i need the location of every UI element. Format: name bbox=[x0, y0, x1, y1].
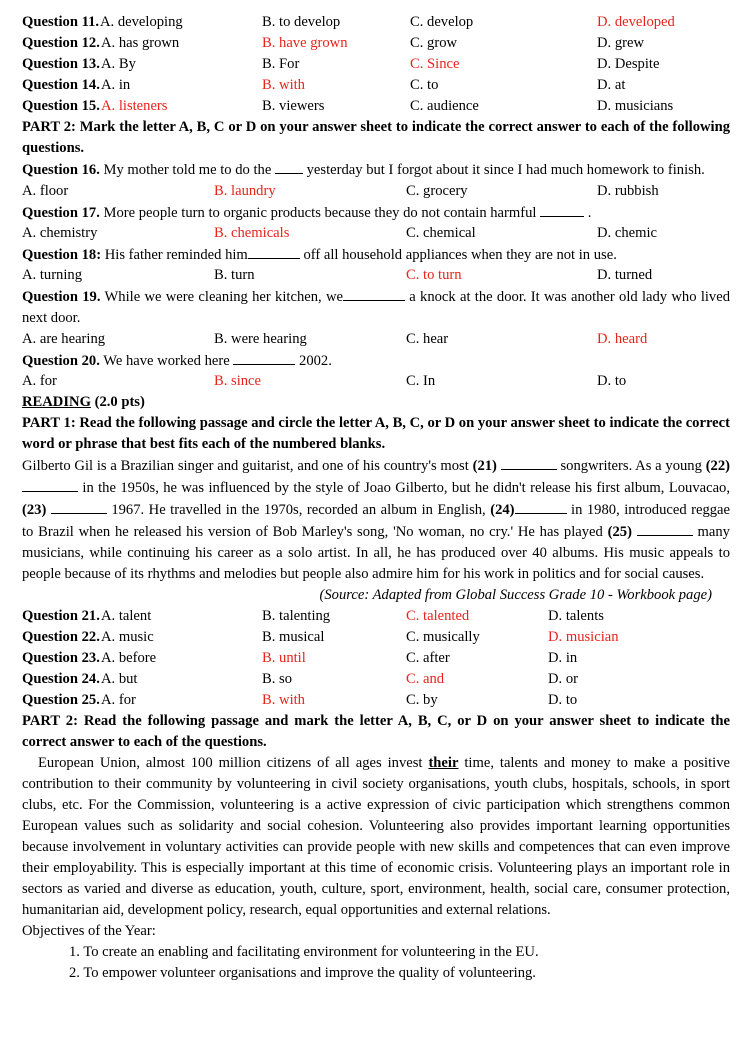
part2-heading: PART 2: Mark the letter A, B, C or D on your answer sheet to indicate the correct answer to each of the following questions. bbox=[22, 119, 730, 156]
question-label: Question 24. bbox=[22, 671, 100, 687]
question-row bbox=[22, 606, 730, 627]
passage-gilberto-gil bbox=[22, 455, 730, 585]
question-label: Question 15. bbox=[22, 98, 100, 114]
option-b: B. with bbox=[262, 77, 305, 93]
question-stem: We have worked here bbox=[103, 353, 230, 369]
objective-item: 2. To empower volunteer organisations and improve the quality of volunteering. bbox=[69, 965, 536, 981]
option-d: D. at bbox=[597, 77, 626, 93]
options-20 bbox=[22, 371, 730, 392]
option-d: D. heard bbox=[597, 331, 648, 347]
blank-number-21: (21) bbox=[472, 458, 497, 474]
question-label: Question 23. bbox=[22, 650, 100, 666]
option-b: B. until bbox=[262, 650, 306, 666]
question-row bbox=[22, 33, 730, 54]
source-citation: (Source: Adapted from Global Success Grade 10 - Workbook page) bbox=[319, 587, 712, 603]
underlined-word: their bbox=[428, 755, 459, 771]
question-row bbox=[22, 648, 730, 669]
option-a: A. listeners bbox=[101, 98, 168, 114]
answer-blank bbox=[22, 477, 78, 492]
option-d: D. turned bbox=[597, 267, 653, 283]
option-a: A. has grown bbox=[101, 35, 180, 51]
question-label: Question 14. bbox=[22, 77, 100, 93]
reading-title: READING bbox=[22, 394, 91, 410]
option-b: B. with bbox=[262, 692, 305, 708]
option-c: C. and bbox=[406, 671, 445, 687]
option-d: D. talents bbox=[548, 608, 604, 624]
answer-blank bbox=[275, 159, 303, 174]
option-d: D. in bbox=[548, 650, 578, 666]
option-b: B. have grown bbox=[262, 35, 348, 51]
reading-points: (2.0 pts) bbox=[94, 394, 145, 410]
question-stem: While we were cleaning her kitchen, we bbox=[104, 289, 343, 305]
option-b: B. turn bbox=[214, 267, 255, 283]
option-c: C. musically bbox=[406, 629, 480, 645]
passage-text: 1967. He travelled in the 1970s, recorded an album in English, bbox=[111, 502, 486, 518]
option-d: D. musicians bbox=[597, 98, 674, 114]
option-b: B. talenting bbox=[262, 608, 331, 624]
question-label: Question 11. bbox=[22, 14, 100, 30]
question-group-21-25 bbox=[22, 606, 730, 711]
question-label: Question 25. bbox=[22, 692, 100, 708]
question-label: Question 18: bbox=[22, 247, 102, 263]
options-18 bbox=[22, 265, 730, 286]
option-d: D. Despite bbox=[597, 56, 660, 72]
question-group-11-15 bbox=[22, 12, 730, 117]
blank-number-23: (23) bbox=[22, 502, 47, 518]
option-a: A. for bbox=[101, 692, 136, 708]
answer-blank bbox=[343, 286, 405, 301]
option-a: A. floor bbox=[22, 183, 69, 199]
option-b: B. since bbox=[214, 373, 262, 389]
option-c: C. to bbox=[410, 77, 439, 93]
passage-text: Gilberto Gil is a Brazilian singer and guitarist, and one of his country's most bbox=[22, 458, 469, 474]
options-17 bbox=[22, 223, 730, 244]
blank-number-24: (24) bbox=[490, 502, 515, 518]
option-c: C. talented bbox=[406, 608, 470, 624]
passage-text: in the 1950s, he was influenced by the style of Joao Gilberto, but he didn't release his first album, Louvacao, bbox=[82, 480, 730, 496]
option-b: B. were hearing bbox=[214, 331, 307, 347]
option-c: C. after bbox=[406, 650, 450, 666]
question-19 bbox=[22, 286, 730, 329]
question-label: Question 12. bbox=[22, 35, 100, 51]
answer-blank bbox=[637, 521, 693, 536]
question-16 bbox=[22, 159, 730, 181]
reading-part2-heading: PART 2: Read the following passage and mark the letter A, B, C, or D on your answer sheet to indicate the correct answer to each of the questions. bbox=[22, 713, 730, 750]
question-label: Question 22. bbox=[22, 629, 100, 645]
question-stem: More people turn to organic products because they do not contain harmful bbox=[103, 205, 537, 221]
option-a: A. By bbox=[101, 56, 136, 72]
question-row bbox=[22, 627, 730, 648]
option-a: A. turning bbox=[22, 267, 82, 283]
option-c: C. develop bbox=[410, 14, 474, 30]
question-stem: a knock at the door. It was another old lady who lived next door. bbox=[22, 289, 730, 326]
passage-volunteering bbox=[22, 753, 730, 921]
option-c: C. grocery bbox=[406, 183, 468, 199]
blank-number-25: (25) bbox=[607, 524, 632, 540]
question-row bbox=[22, 690, 730, 711]
question-stem: yesterday but I forgot about it since I had much homework to finish. bbox=[306, 162, 705, 178]
worksheet-page bbox=[22, 12, 730, 984]
passage-text: time, talents and money to make a positive contribution to their community by volunteering in civil society organisations, youth clubs, hospitals, schools, in sport clubs, etc. For the Commission, volunteering is a active expression of civic participation which strengthens common European values such as solidarity and social cohesion. Volunteering also provides important learning opportunities because involvement in voluntary activities can provide people with new skills and competences that can even improve their employability. This is especially important at this time of economic crisis. Volunteering plays an important role in sectors as varied and diverse as education, youth, culture, sport, environment, health, social care, consumer protection, humanitarian aid, development policy, research, equal opportunities and external relations. bbox=[22, 755, 730, 918]
question-stem: off all household appliances when they are not in use. bbox=[303, 247, 617, 263]
question-label: Question 19. bbox=[22, 289, 101, 305]
question-label: Question 16. bbox=[22, 162, 100, 178]
option-a: A. are hearing bbox=[22, 331, 106, 347]
option-b: B. so bbox=[262, 671, 293, 687]
question-row bbox=[22, 12, 730, 33]
question-stem: 2002. bbox=[299, 353, 332, 369]
answer-blank bbox=[51, 499, 107, 514]
options-16 bbox=[22, 181, 730, 202]
option-d: D. or bbox=[548, 671, 578, 687]
option-a: A. chemistry bbox=[22, 225, 98, 241]
option-d: D. to bbox=[597, 373, 627, 389]
option-c: C. hear bbox=[406, 331, 449, 347]
answer-blank bbox=[233, 350, 295, 365]
option-d: D. musician bbox=[548, 629, 619, 645]
question-label: Question 21. bbox=[22, 608, 100, 624]
option-d: D. grew bbox=[597, 35, 645, 51]
option-d: D. rubbish bbox=[597, 183, 659, 199]
answer-blank bbox=[540, 202, 584, 217]
option-a: A. before bbox=[101, 650, 157, 666]
option-b: B. For bbox=[262, 56, 300, 72]
question-label: Question 17. bbox=[22, 205, 100, 221]
option-d: D. chemic bbox=[597, 225, 657, 241]
answer-blank bbox=[515, 499, 567, 514]
option-b: B. viewers bbox=[262, 98, 325, 114]
objective-item: 1. To create an enabling and facilitating environment for volunteering in the EU. bbox=[69, 944, 539, 960]
option-c: C. In bbox=[406, 373, 436, 389]
option-d: D. to bbox=[548, 692, 578, 708]
passage-text: European Union, almost 100 million citizens of all ages invest bbox=[38, 755, 423, 771]
passage-text: in 1980, introduced reggae to Brazil when he released his version of Bob Marley's song, 'No woman, no cry.' He has played bbox=[22, 502, 730, 540]
passage-text: songwriters. As a young bbox=[560, 458, 702, 474]
question-stem: His father reminded him bbox=[104, 247, 248, 263]
option-a: A. music bbox=[101, 629, 154, 645]
question-20 bbox=[22, 350, 730, 371]
option-b: B. musical bbox=[262, 629, 325, 645]
option-b: B. to develop bbox=[262, 14, 341, 30]
blank-number-22: (22) bbox=[705, 458, 731, 474]
question-row bbox=[22, 669, 730, 690]
question-stem: My mother told me to do the bbox=[103, 162, 272, 178]
option-c: C. audience bbox=[410, 98, 479, 114]
option-a: A. talent bbox=[101, 608, 152, 624]
question-label: Question 13. bbox=[22, 56, 100, 72]
option-a: A. developing bbox=[100, 14, 183, 30]
passage-text: many musicians, while continuing his career as a solo artist. In all, he has produced over 40 albums. His music appeals to people because of its rhythms and melodies but people also admire him for his work in politics and for social causes. bbox=[22, 524, 730, 582]
option-a: A. in bbox=[101, 77, 131, 93]
option-b: B. chemicals bbox=[214, 225, 290, 241]
reading-heading bbox=[22, 392, 730, 413]
option-c: C. by bbox=[406, 692, 438, 708]
option-c: C. grow bbox=[410, 35, 458, 51]
question-row bbox=[22, 54, 730, 75]
option-c: C. chemical bbox=[406, 225, 476, 241]
objectives-label: Objectives of the Year: bbox=[22, 923, 156, 939]
question-18 bbox=[22, 244, 730, 265]
option-b: B. laundry bbox=[214, 183, 276, 199]
option-a: A. for bbox=[22, 373, 57, 389]
option-c: C. to turn bbox=[406, 267, 462, 283]
option-a: A. but bbox=[101, 671, 138, 687]
option-c: C. Since bbox=[410, 56, 460, 72]
objectives-list bbox=[22, 942, 730, 984]
question-row bbox=[22, 96, 730, 117]
option-d: D. developed bbox=[597, 14, 675, 30]
question-stem: . bbox=[587, 205, 592, 221]
question-label: Question 20. bbox=[22, 353, 100, 369]
answer-blank bbox=[501, 455, 557, 470]
question-row bbox=[22, 75, 730, 96]
answer-blank bbox=[248, 244, 300, 259]
options-19 bbox=[22, 329, 730, 350]
question-17 bbox=[22, 202, 730, 223]
reading-part1-heading: PART 1: Read the following passage and circle the letter A, B, C, or D on your answer sheet to indicate the correct word or phrase that best fits each of the numbered blanks. bbox=[22, 415, 730, 452]
